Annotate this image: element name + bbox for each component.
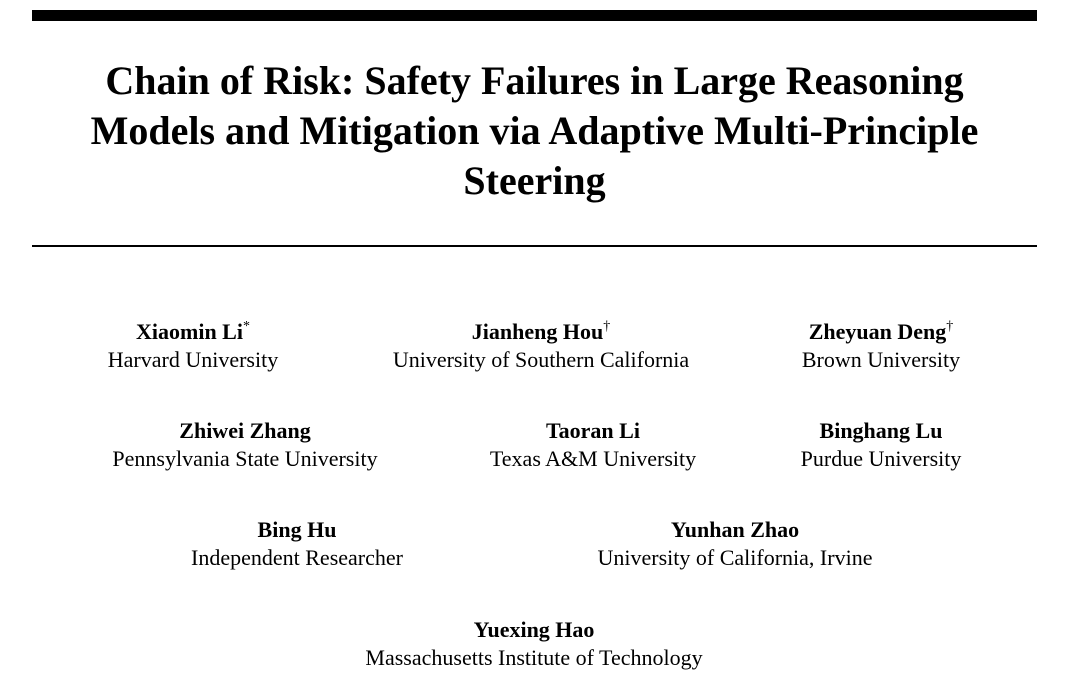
author-affiliation: University of California, Irvine: [597, 545, 873, 570]
author-footnote-mark: *: [242, 319, 250, 334]
author-name: Yuexing Hao: [473, 617, 595, 642]
author-affiliation: Pennsylvania State University: [112, 446, 378, 471]
author-footnote-mark: †: [603, 319, 611, 334]
paper-title: [32, 56, 1037, 206]
author-name: Zheyuan Deng†: [808, 319, 954, 344]
author-name: Binghang Lu: [819, 418, 943, 443]
title-line-2: Models and Mitigation via Adaptive Multi-Principle: [90, 108, 979, 153]
title-line-3: Steering: [463, 158, 606, 203]
bottom-rule: [32, 245, 1037, 247]
author-affiliation: University of Southern California: [392, 347, 690, 372]
author-name: Xiaomin Li*: [136, 319, 250, 344]
title-line-1: Chain of Risk: Safety Failures in Large Reasoning: [105, 58, 964, 103]
author-name: Taoran Li: [546, 418, 640, 443]
author-affiliation: Harvard University: [107, 347, 279, 372]
author-block-binghang-lu: [801, 417, 962, 473]
author-footnote-mark: †: [946, 319, 954, 334]
author-affiliation: Purdue University: [800, 446, 962, 471]
author-affiliation: Brown University: [801, 347, 961, 372]
author-block-bing-hu: [191, 516, 403, 572]
author-name: Jianheng Hou†: [471, 319, 611, 344]
author-name: Bing Hu: [257, 517, 337, 542]
author-block-jianheng-hou: [393, 318, 689, 374]
author-affiliation: Independent Researcher: [191, 545, 403, 570]
top-rule: [32, 10, 1037, 21]
author-name: Zhiwei Zhang: [179, 418, 311, 443]
author-block-xiaomin-li: [108, 318, 278, 374]
author-block-yunhan-zhao: [598, 516, 873, 572]
author-block-taoran-li: [490, 417, 696, 473]
author-block-zhiwei-zhang: [112, 417, 377, 473]
author-name: Yunhan Zhao: [670, 517, 800, 542]
author-block-zheyuan-deng: [802, 318, 960, 374]
author-block-yuexing-hao: [365, 616, 702, 672]
author-affiliation: Massachusetts Institute of Technology: [365, 645, 703, 670]
author-affiliation: Texas A&M University: [489, 446, 697, 471]
